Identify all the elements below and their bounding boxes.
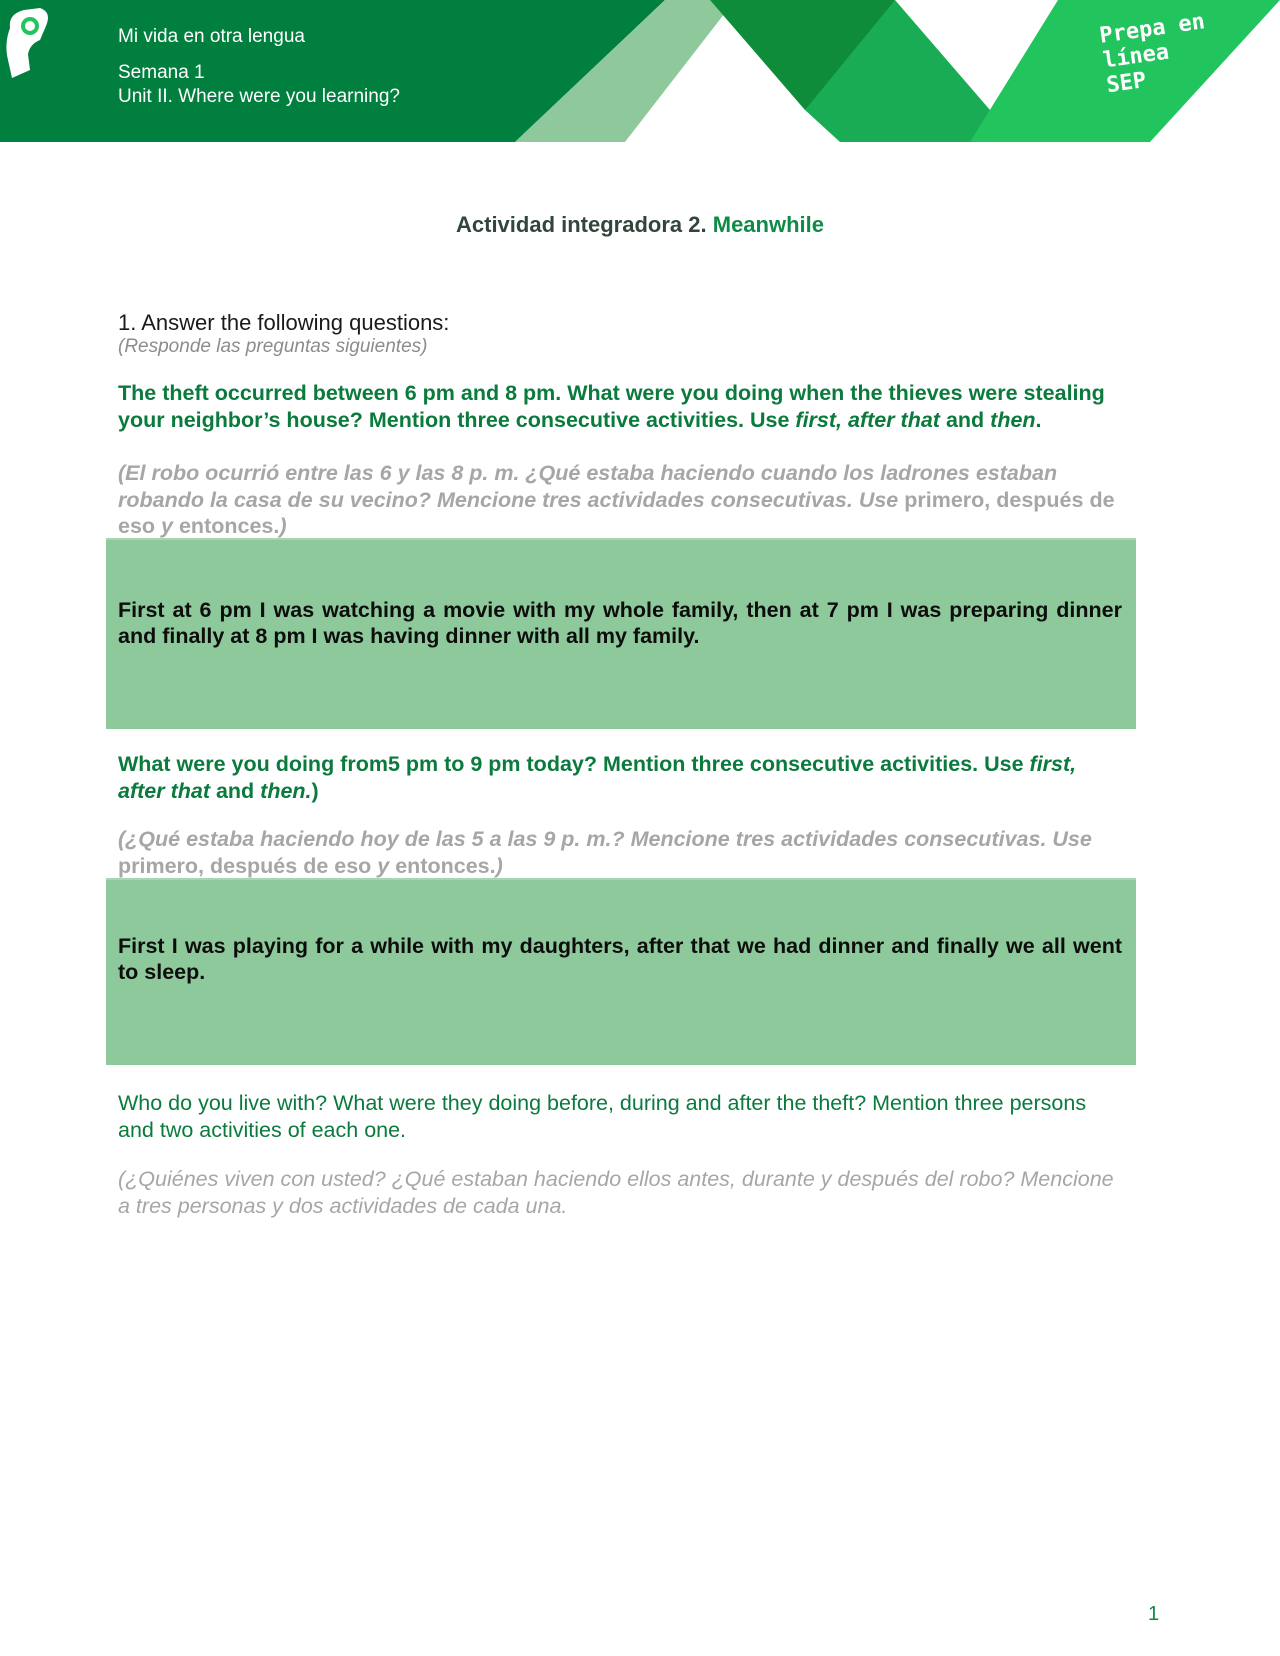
q1-text: The theft occurred between 6 pm and 8 pm. What were you doing when the thieves were stealing your neighbor’s house? Mention three consecutive activities. Use	[118, 381, 1105, 432]
question-2	[118, 751, 1126, 804]
logo-text	[1098, 9, 1213, 98]
q1-end: .	[1035, 407, 1042, 432]
question-2-es	[118, 826, 1126, 879]
question-3-es: (¿Quiénes viven con usted? ¿Qué estaban haciendo ellos antes, durante y después del robo? Mencione a tres personas y dos actividades de cada una.	[118, 1167, 1114, 1218]
unit-label: Unit II. Where were you learning?	[118, 86, 400, 107]
q2-es-then: entonces.	[389, 853, 496, 878]
course-info	[118, 25, 400, 109]
course-name: Mi vida en otra lengua	[118, 26, 305, 47]
question-1-es	[118, 460, 1126, 540]
q1-es-y: y	[161, 514, 173, 538]
q2-emph-2: then.	[260, 778, 312, 803]
q2-and: and	[209, 778, 261, 803]
instruction-en: 1. Answer the following questions:	[118, 310, 450, 335]
answer-2: First I was playing for a while with my daughters, after that we had dinner and finally we all went to sleep.	[118, 934, 1122, 984]
q1-es-words: primero, después de eso	[118, 487, 1115, 538]
question-3: Who do you live with? What were they doing before, during and after the theft? Mention three persons and two activities of each one.	[118, 1091, 1087, 1142]
q2-emph-1: first, after that	[118, 752, 1077, 803]
q1-es-then: entonces.	[173, 514, 280, 538]
question-1	[118, 380, 1126, 433]
q2-es-text: (¿Qué estaba haciendo hoy de las 5 a las 9 p. m.? Mencione tres actividades consecutivas. Use	[118, 827, 1092, 851]
q1-and: and	[939, 407, 991, 432]
title-accent: Meanwhile	[712, 212, 824, 237]
q1-es-end: )	[279, 514, 287, 538]
q1-emph-1: first, after that	[795, 407, 940, 432]
page-number: 1	[1148, 1603, 1160, 1625]
answer-box-2	[106, 878, 1136, 1065]
q2-end: )	[311, 778, 319, 803]
logo-line-2: línea	[1101, 39, 1171, 74]
answer-1: First at 6 pm I was watching a movie with my whole family, then at 7 pm I was preparing dinner and finally at 8 pm I was having dinner with all my family.	[118, 598, 1122, 648]
q2-es-y: y	[377, 853, 390, 878]
q2-es-words: primero, después de eso	[118, 853, 378, 878]
logo-line-1: Prepa en	[1098, 9, 1207, 49]
q1-emph-2: then	[990, 407, 1036, 432]
page-title	[0, 212, 1280, 238]
week-label: Semana 1	[118, 62, 205, 83]
q2-es-end: )	[495, 853, 503, 878]
title-prefix: Actividad integradora 2.	[456, 212, 707, 237]
answer-box-1	[106, 538, 1136, 729]
q1-es-text: (El robo ocurrió entre las 6 y las 8 p. m. ¿Qué estaba haciendo cuando los ladrones estaban robando la casa de su vecino? Mencione tres actividades consecutivas. Use	[118, 461, 1058, 512]
logo-line-3: SEP	[1104, 67, 1148, 99]
instruction-es: (Responde las preguntas siguientes)	[118, 336, 428, 357]
header-banner	[0, 0, 1280, 142]
prepa-logo-icon	[0, 0, 120, 100]
q2-text: What were you doing from5 pm to 9 pm today? Mention three consecutive activities. Use	[118, 752, 1030, 776]
